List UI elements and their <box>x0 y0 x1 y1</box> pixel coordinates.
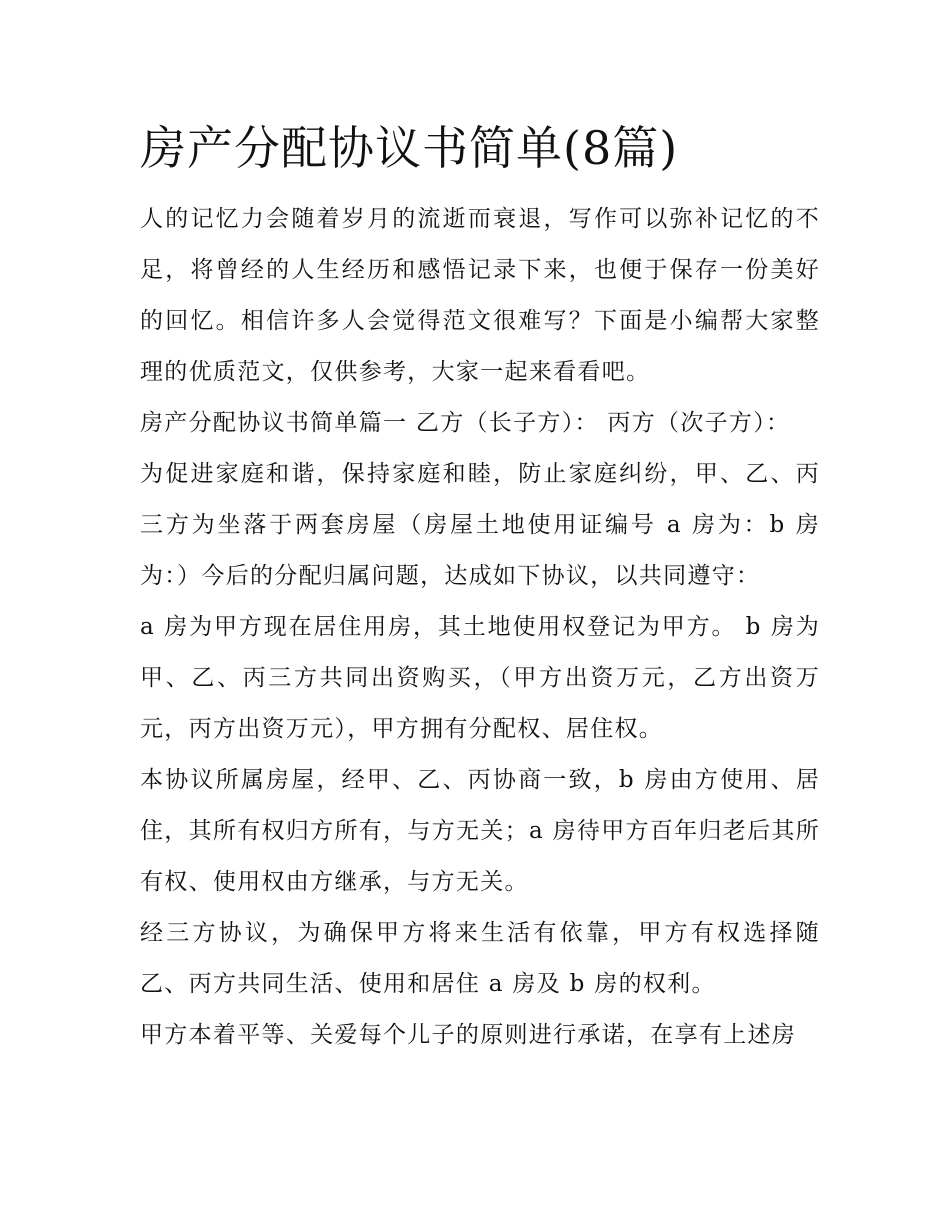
intro-paragraph: 人的记忆力会随着岁月的流逝而衰退，写作可以弥补记忆的不足，将曾经的人生经历和感悟记录下来，也便于保存一份美好的回忆。相信许多人会觉得范文很难写？下面是小编帮大家整理的优质范文，仅供参考，大家一起来看看吧。 <box>140 206 820 385</box>
body-paragraph: 经三方协议，为确保甲方将来生活有依靠，甲方有权选择随乙、丙方共同生活、使用和居住 a 房及 b 房的权利。 <box>140 920 820 997</box>
body-paragraph: a 房为甲方现在居住用房，其土地使用权登记为甲方。 b 房为甲、乙、丙三方共同出资购买，（甲方出资万元，乙方出资万元，丙方出资万元），甲方拥有分配权、居住权。 <box>140 614 820 742</box>
section-heading-paragraph: 房产分配协议书简单篇一 乙方（长子方）： 丙方（次子方）： <box>140 410 791 436</box>
body-paragraph: 甲方本着平等、关爱每个儿子的原则进行承诺，在享有上述房 <box>140 1022 797 1048</box>
document-title: 房产分配协议书简单(8篇) <box>140 121 679 175</box>
body-paragraph: 为促进家庭和谐，保持家庭和睦，防止家庭纠纷，甲、乙、丙三方为坐落于两套房屋（房屋土地使用证编号 a 房为：b 房为：）今后的分配归属问题，达成如下协议，以共同遵守： <box>140 461 820 589</box>
body-paragraph: 本协议所属房屋，经甲、乙、丙协商一致，b 房由方使用、居住，其所有权归方所有，与方无关；a 房待甲方百年归老后其所有权、使用权由方继承，与方无关。 <box>140 767 820 895</box>
document-body <box>140 112 820 1061</box>
